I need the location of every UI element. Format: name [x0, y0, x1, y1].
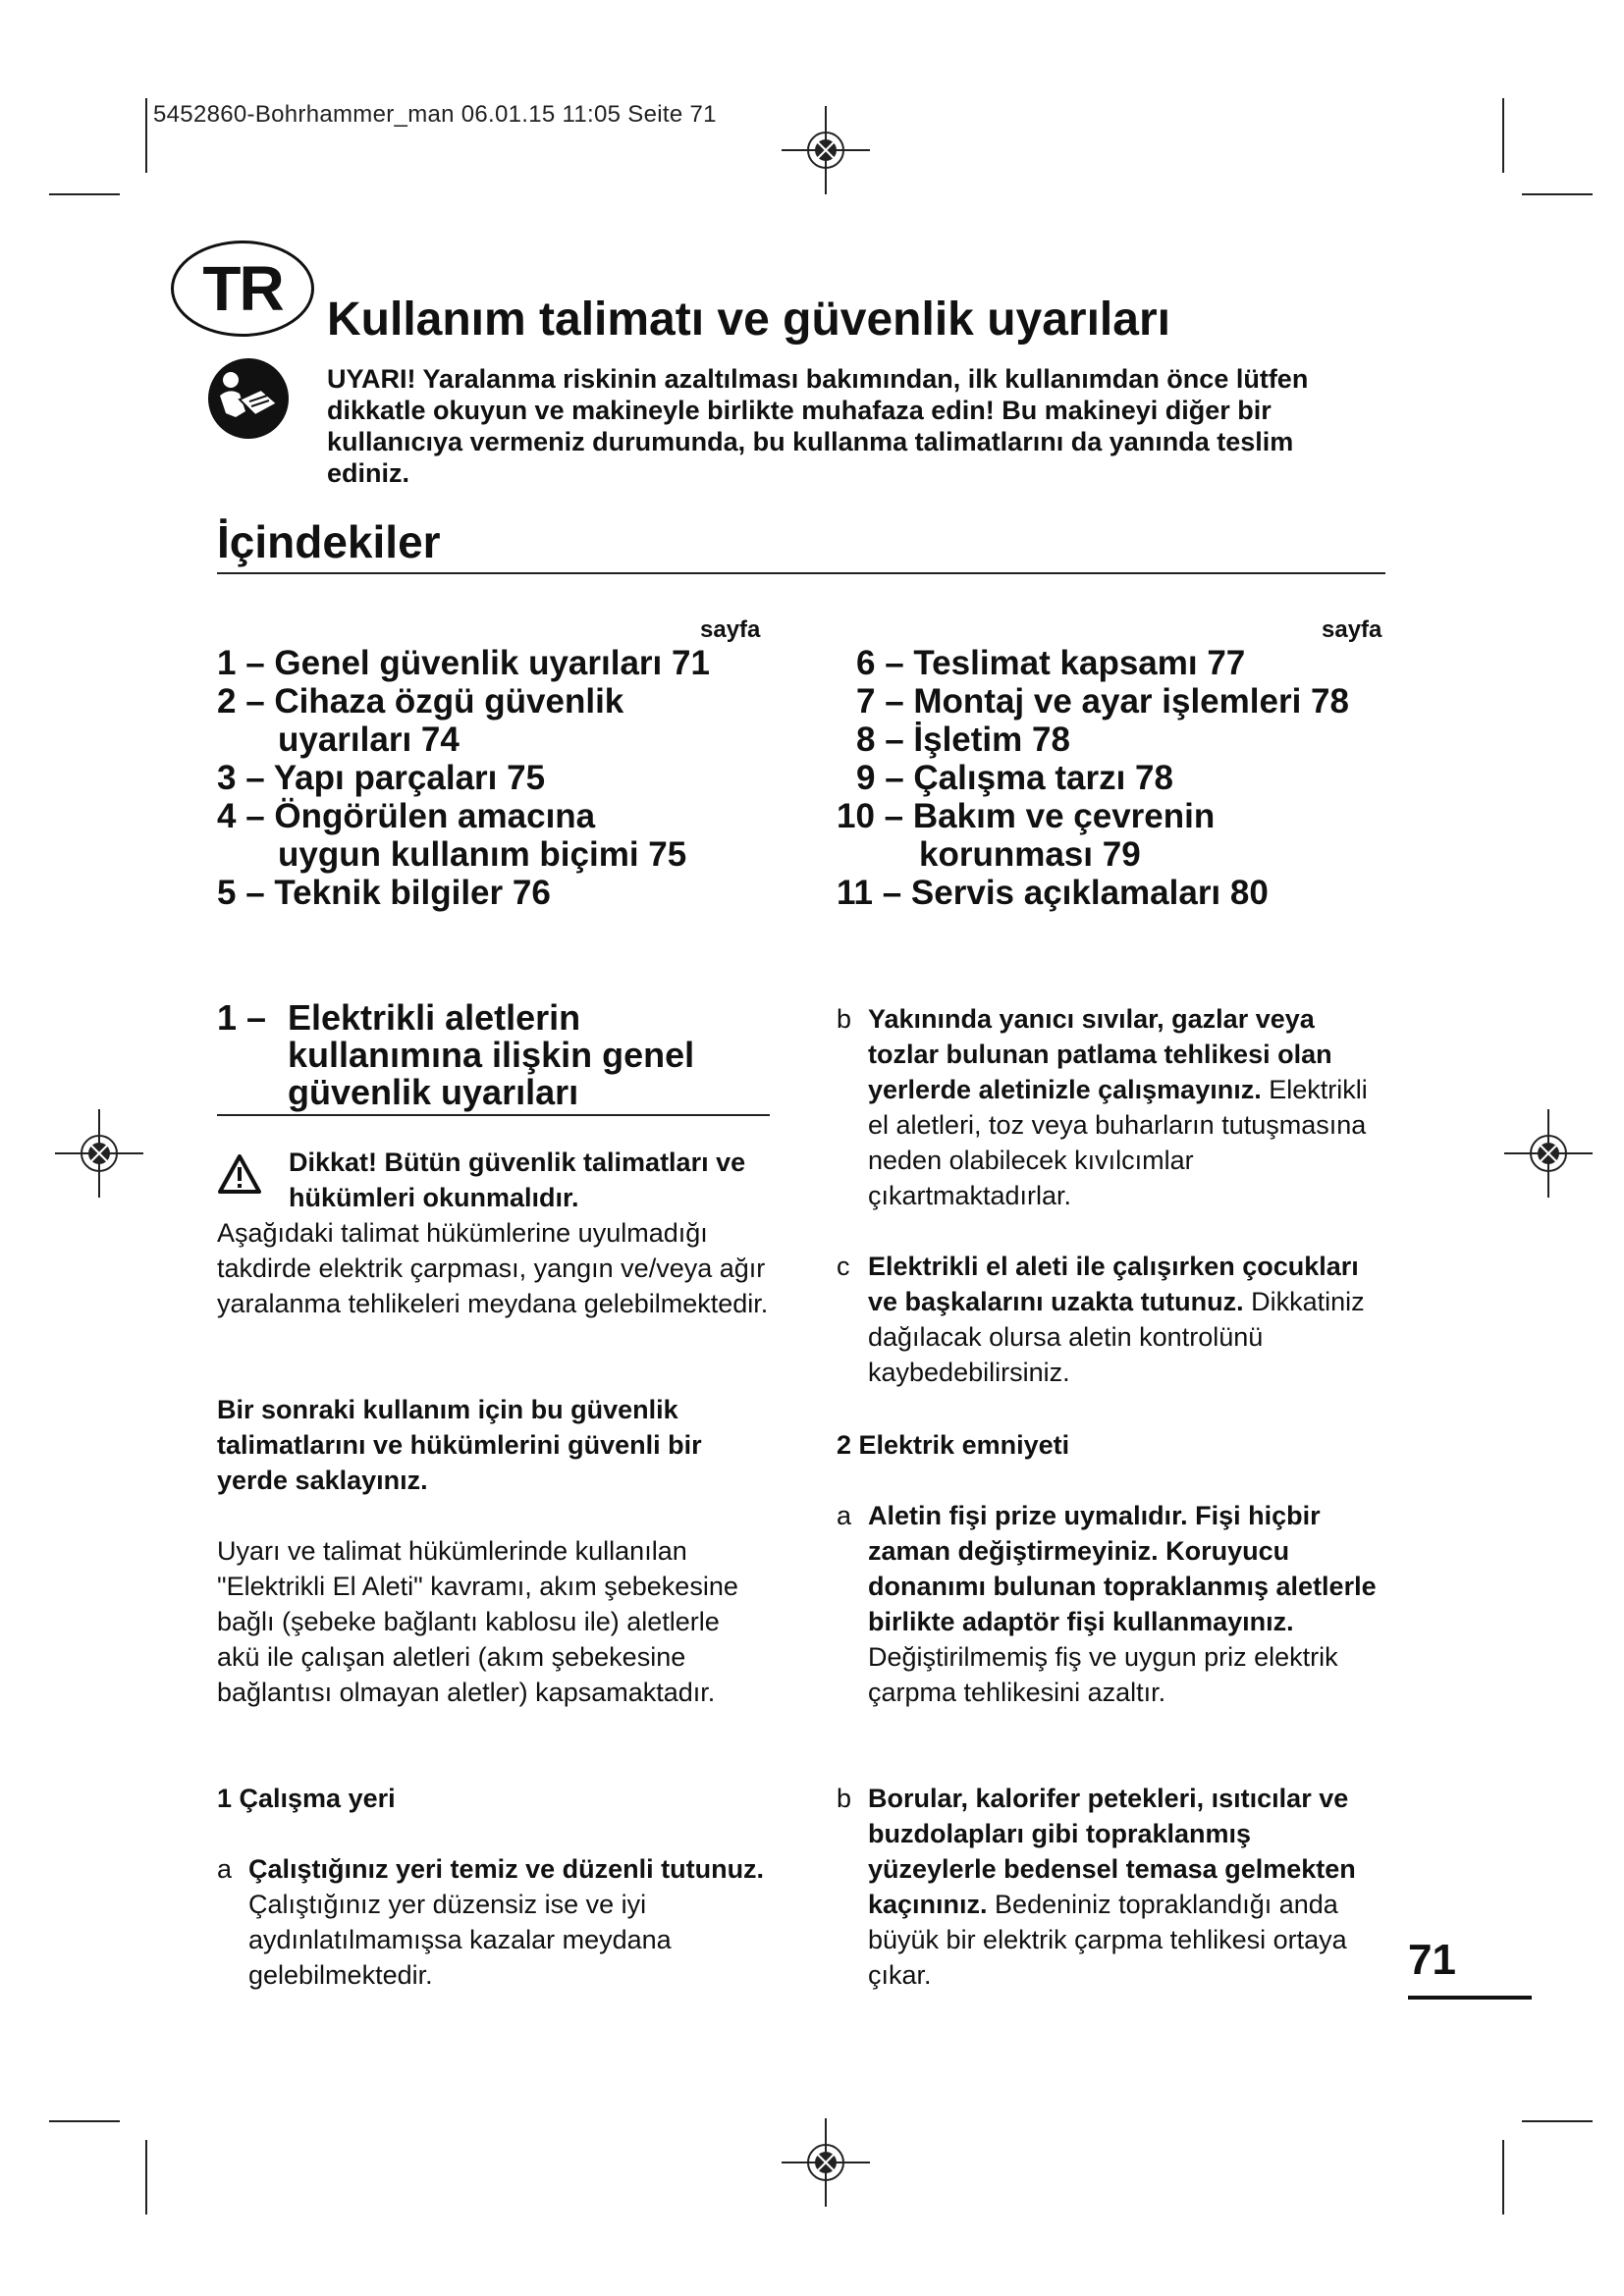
toc-text: Servis açıklamaları 80	[910, 874, 1269, 912]
crop-mark	[1522, 193, 1593, 195]
toc-text: Montaj ve ayar işlemleri 78	[913, 682, 1349, 721]
item-label: c	[837, 1252, 850, 1281]
section-title-line: Elektrikli aletlerin	[288, 997, 581, 1038]
toc-item[interactable]: 7 – Montaj ve ayar işlemleri 78	[856, 682, 1349, 721]
crop-mark	[1502, 98, 1504, 173]
subsection-heading: 1 Çalışma yeri	[217, 1784, 396, 1813]
keep-instructions-paragraph: Bir sonraki kullanım için bu güvenlik talimatlarını ve hükümlerini güvenli bir yerde saklayınız.	[217, 1395, 702, 1495]
toc-num: 8	[856, 721, 876, 759]
list-item	[837, 1249, 1386, 1390]
crop-mark	[49, 193, 120, 195]
attention-paragraph: Aşağıdaki talimat hükümlerine uyulmadığı takdirde elektrik çarpması, yangın ve/veya ağır yaralanma tehlikeleri meydana gelebilmektedir.	[217, 1218, 769, 1318]
toc-item-continuation	[919, 835, 1141, 875]
item-label: b	[837, 1004, 852, 1034]
item-bold-text: Yakınında yanıcı sıvılar, gazlar veya tozlar bulunan patlama tehlikesi olan yerlerde aletinizle çalışmayınız.	[868, 1004, 1332, 1104]
crop-mark	[1522, 2120, 1593, 2122]
toc-item-continuation	[278, 721, 460, 760]
section-heading	[217, 999, 694, 1111]
print-slug: 5452860-Bohrhammer_man 06.01.15 11:05 Seite 71	[153, 101, 717, 128]
toc-heading: İçindekiler	[217, 516, 441, 567]
attention-heading: Dikkat! Bütün güvenlik talimatları ve hükümleri okunmalıdır.	[289, 1148, 746, 1212]
crop-mark	[145, 98, 147, 173]
toc-num: 9	[856, 759, 876, 797]
toc-item[interactable]: 10 – Bakım ve çevrenin	[837, 797, 1216, 835]
item-bold-text: Borular, kalorifer petekleri, ısıtıcılar ve buzdolapları gibi topraklanmış yüzeylerle bedensel temasa gelmekten kaçınınız.	[868, 1784, 1356, 1919]
toc-num: 4	[217, 797, 237, 835]
item-bold-text: Çalıştığınız yeri temiz ve düzenli tutunuz.	[248, 1854, 765, 1884]
toc-text: Cihaza özgü güvenlik	[274, 682, 624, 721]
toc-page-label: sayfa	[1322, 616, 1382, 643]
toc-item[interactable]: 4 – Öngörülen amacına	[217, 797, 596, 835]
item-bold-text: Aletin fişi prize uymalıdır. Fişi hiçbir zaman değiştirmeyiniz. Koruyucu donanımı bulunan topraklanmış aletlerle birlikte adaptör fişi kullanmayınız.	[868, 1501, 1377, 1636]
toc-text: Yapı parçaları 75	[273, 759, 546, 797]
divider	[217, 1114, 770, 1116]
read-manual-icon	[206, 356, 291, 441]
section-title-line: güvenlik uyarıları	[288, 1072, 579, 1112]
toc-item[interactable]: 1 – Genel güvenlik uyarıları 71	[217, 644, 710, 682]
registration-mark-icon	[1504, 1109, 1593, 1198]
toc-text: Çalışma tarzı 78	[913, 759, 1173, 797]
toc-item[interactable]: 6 – Teslimat kapsamı 77	[856, 644, 1246, 682]
list-item	[217, 1851, 767, 1993]
definition-paragraph: Uyarı ve talimat hükümlerinde kullanılan "Elektrikli El Aleti" kavramı, akım şebekesine bağlı (şebeke bağlantı kablosu ile) aletlerle akü ile çalışan aletleri (akım şebekesine bağlantısı olmayan aletler) kapsamaktadır.	[217, 1536, 738, 1707]
item-text: Dikkatiniz dağılacak olursa aletin kontrolünü kaybedebilirsiniz.	[868, 1287, 1365, 1387]
toc-item[interactable]: 2 – Cihaza özgü güvenlik	[217, 682, 624, 721]
toc-num: 3	[217, 759, 237, 797]
toc-text: korunması 79	[919, 835, 1141, 874]
language-badge: TR	[171, 240, 314, 337]
toc-text: Teslimat kapsamı 77	[913, 644, 1246, 682]
toc-num: 6	[856, 644, 876, 682]
toc-text: Genel güvenlik uyarıları 71	[274, 644, 710, 682]
toc-text: Teknik bilgiler 76	[274, 874, 551, 912]
subsection-heading: 2 Elektrik emniyeti	[837, 1430, 1070, 1460]
toc-item-continuation	[278, 835, 686, 875]
divider	[1408, 1996, 1532, 2000]
page-number: 71	[1408, 1936, 1456, 1984]
registration-mark-icon	[782, 106, 870, 194]
toc-item[interactable]: 3 – Yapı parçaları 75	[217, 759, 546, 797]
list-item	[837, 1498, 1386, 1710]
toc-page-label: sayfa	[700, 616, 761, 643]
toc-item[interactable]: 5 – Teknik bilgiler 76	[217, 874, 551, 912]
toc-text: Öngörülen amacına	[274, 797, 596, 835]
toc-text: uyarıları 74	[278, 721, 460, 759]
crop-mark	[1502, 2140, 1504, 2215]
crop-mark	[145, 2140, 147, 2215]
section-number: 1 –	[217, 997, 267, 1038]
toc-num: 11	[837, 874, 873, 912]
crop-mark	[49, 2120, 120, 2122]
section-title-line: kullanımına ilişkin genel	[288, 1035, 695, 1075]
item-label: a	[217, 1854, 233, 1884]
registration-mark-icon	[55, 1109, 143, 1198]
toc-num: 10	[837, 797, 875, 835]
toc-num: 7	[856, 682, 876, 721]
toc-text: Bakım ve çevrenin	[912, 797, 1216, 835]
toc-item[interactable]: 8 – İşletim 78	[856, 721, 1070, 759]
toc-num: 5	[217, 874, 237, 912]
warning-paragraph: UYARI! Yaralanma riskinin azaltılması bakımından, ilk kullanımdan önce lütfen dikkatle okuyun ve makineyle birlikte muhafaza edin! Bu makineyi diğer bir kullanıcıya vermeniz durumunda, bu kullanma talimatlarını da yanında teslim ediniz.	[327, 364, 1309, 488]
registration-mark-icon	[782, 2118, 870, 2207]
item-text: Değiştirilmemiş fiş ve uygun priz elektrik çarpma tehlikesini azaltır.	[868, 1642, 1338, 1707]
item-label: a	[837, 1501, 852, 1530]
item-bold-text: Elektrikli el aleti ile çalışırken çocukları ve başkalarını uzakta tutunuz.	[868, 1252, 1359, 1316]
list-item	[837, 1781, 1386, 1993]
toc-item[interactable]: 11 – Servis açıklamaları 80	[837, 874, 1269, 912]
item-label: b	[837, 1784, 852, 1813]
item-text: Çalıştığınız yer düzensiz ise ve iyi aydınlatılmamışsa kazalar meydana gelebilmektedir.	[248, 1890, 672, 1990]
toc-item[interactable]: 9 – Çalışma tarzı 78	[856, 759, 1173, 797]
page-title: Kullanım talimatı ve güvenlik uyarıları	[327, 294, 1170, 346]
list-item	[837, 1001, 1386, 1213]
toc-text: İşletim 78	[913, 721, 1070, 759]
item-text: Elektrikli el aletleri, toz veya buharların tutuşmasına neden olabilecek kıvılcımlar çıkartmaktadırlar.	[868, 1075, 1368, 1210]
toc-num: 1	[217, 644, 237, 682]
divider	[217, 572, 1385, 574]
item-text: Bedeniniz topraklandığı anda büyük bir elektrik çarpma tehlikesi ortaya çıkar.	[868, 1890, 1347, 1990]
toc-text: uygun kullanım biçimi 75	[278, 835, 687, 874]
toc-num: 2	[217, 682, 237, 721]
warning-triangle-icon	[218, 1154, 261, 1194]
